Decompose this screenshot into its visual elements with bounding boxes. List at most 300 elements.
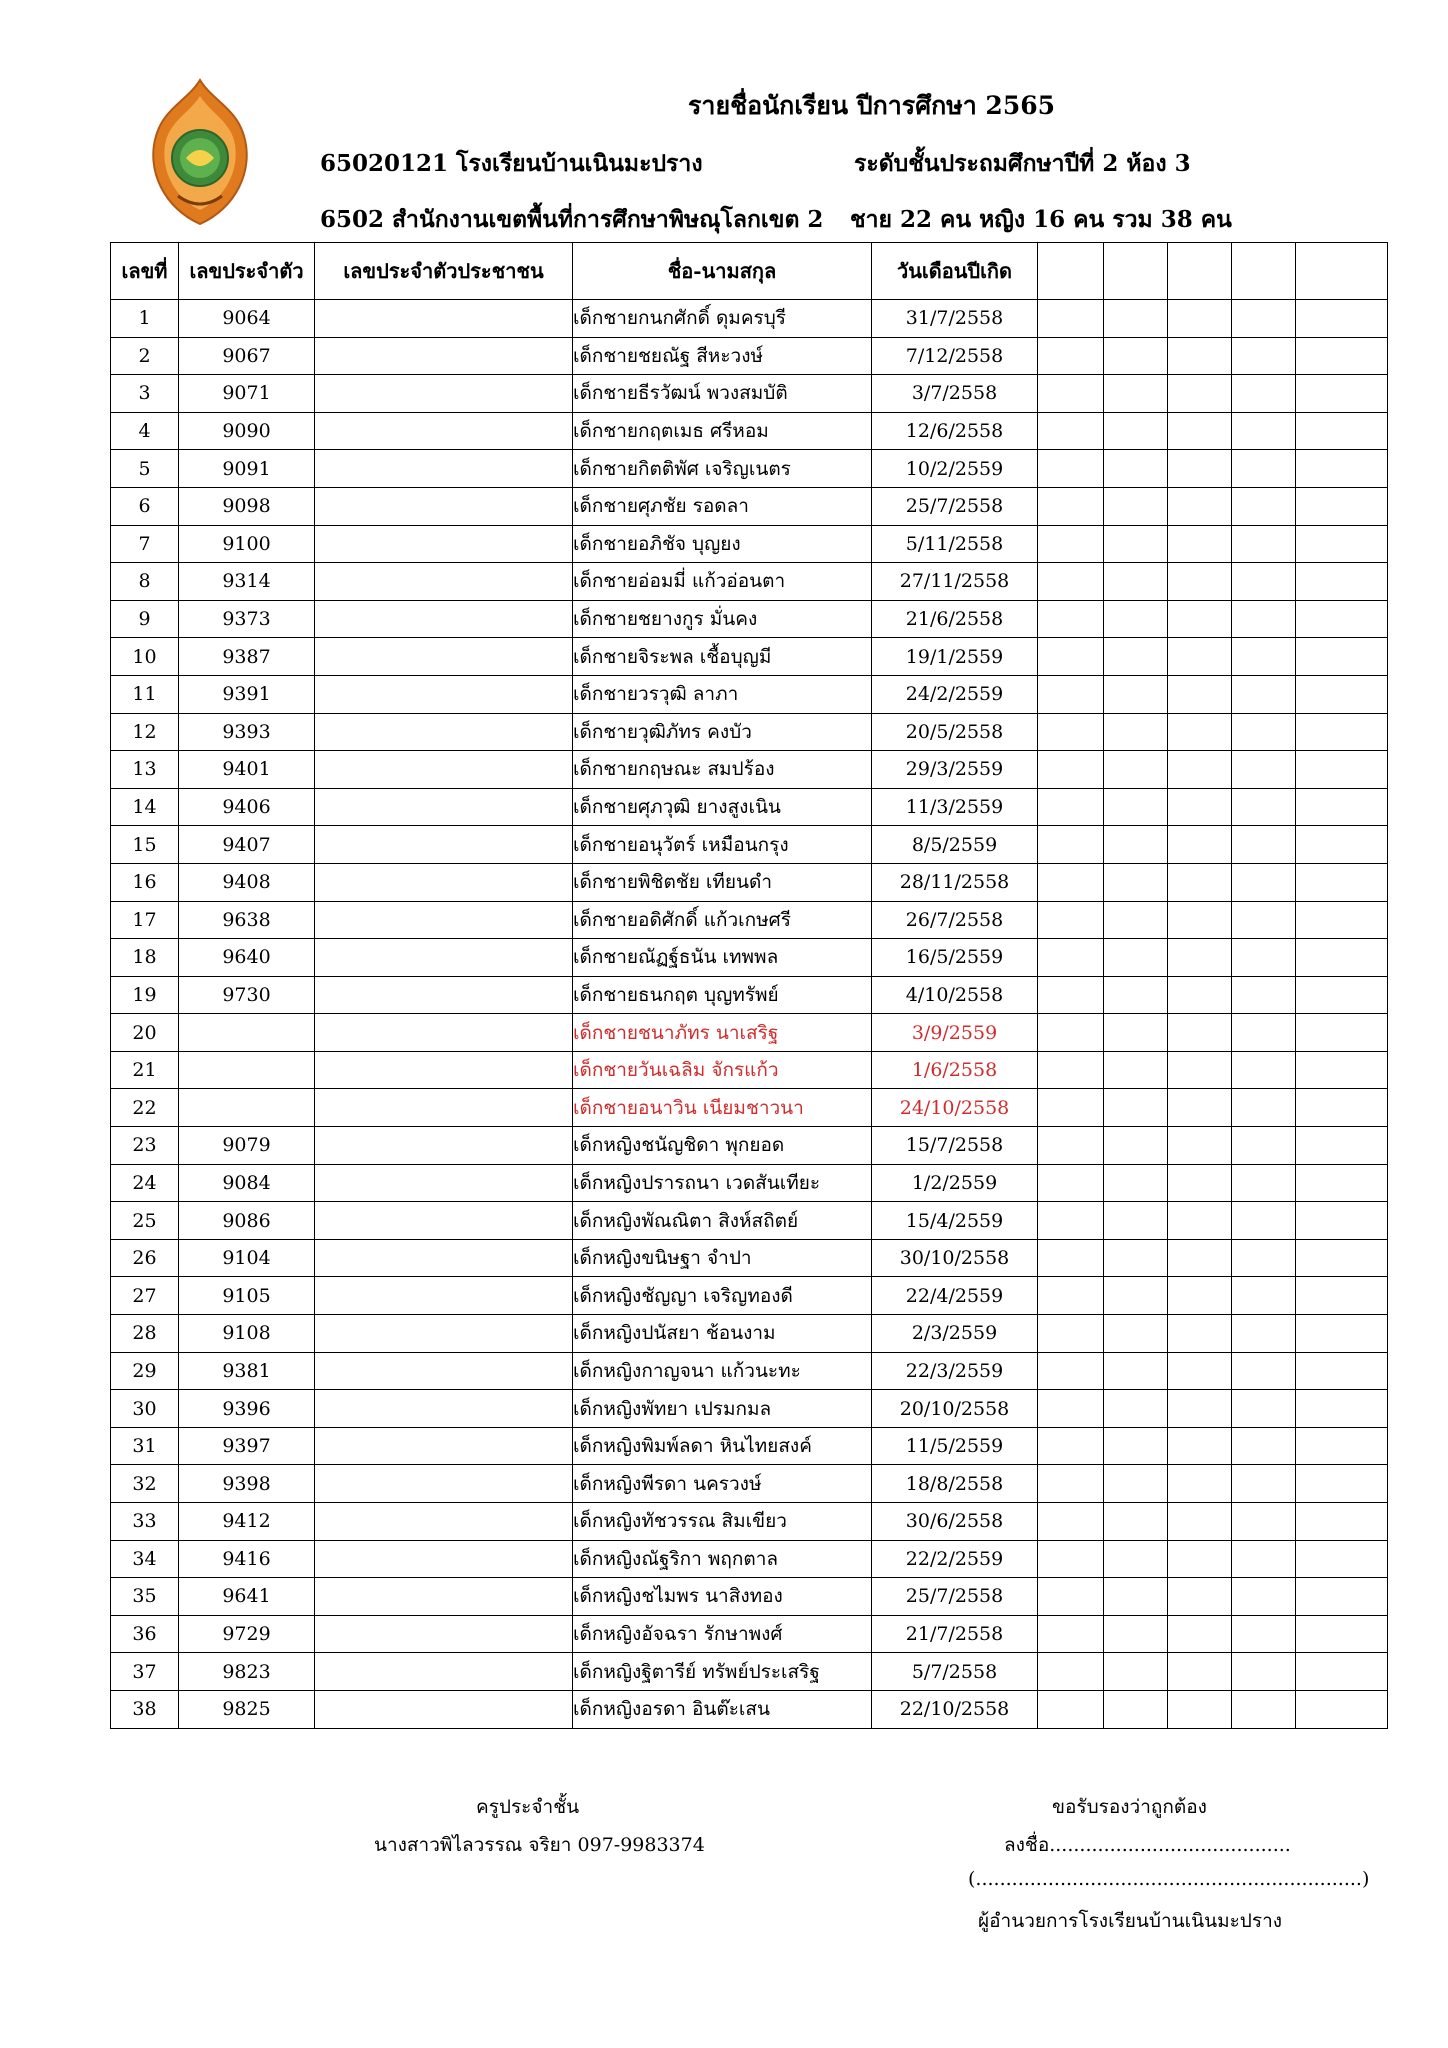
row-blank-cell bbox=[1104, 1089, 1168, 1127]
row-blank-cell bbox=[1168, 638, 1232, 676]
row-blank-cell bbox=[1104, 412, 1168, 450]
row-full-name: เด็กหญิงขนิษฐา จำปา bbox=[573, 1239, 872, 1277]
row-blank-cell bbox=[1038, 600, 1104, 638]
row-number: 20 bbox=[111, 1014, 179, 1052]
row-blank-cell bbox=[1038, 525, 1104, 563]
row-number: 37 bbox=[111, 1653, 179, 1691]
row-blank-cell bbox=[1232, 675, 1296, 713]
row-blank-cell bbox=[1232, 1352, 1296, 1390]
row-blank-cell bbox=[1296, 1164, 1388, 1202]
row-blank-cell bbox=[1296, 1352, 1388, 1390]
row-number: 30 bbox=[111, 1390, 179, 1428]
row-blank-cell bbox=[1232, 525, 1296, 563]
row-blank-cell bbox=[1104, 939, 1168, 977]
row-birth-date: 24/2/2559 bbox=[872, 675, 1038, 713]
row-number: 3 bbox=[111, 375, 179, 413]
row-birth-date: 7/12/2558 bbox=[872, 337, 1038, 375]
row-blank-cell bbox=[1232, 1164, 1296, 1202]
row-birth-date: 22/3/2559 bbox=[872, 1352, 1038, 1390]
row-blank-cell bbox=[1038, 675, 1104, 713]
row-blank-cell bbox=[1296, 487, 1388, 525]
document-title: รายชื่อนักเรียน ปีการศึกษา 2565 bbox=[688, 91, 1056, 120]
row-birth-date: 29/3/2559 bbox=[872, 751, 1038, 789]
row-citizen-id bbox=[315, 713, 573, 751]
table-row bbox=[111, 901, 1388, 939]
row-student-id: 9098 bbox=[179, 487, 315, 525]
row-citizen-id bbox=[315, 1390, 573, 1428]
row-student-id: 9104 bbox=[179, 1239, 315, 1277]
row-student-id: 9387 bbox=[179, 638, 315, 676]
row-full-name: เด็กชายอภิชัจ บุญยง bbox=[573, 525, 872, 563]
row-full-name: เด็กหญิงพีรดา นครวงษ์ bbox=[573, 1465, 872, 1503]
row-blank-cell bbox=[1168, 1653, 1232, 1691]
row-blank-cell bbox=[1296, 563, 1388, 601]
row-citizen-id bbox=[315, 863, 573, 901]
table-row bbox=[111, 939, 1388, 977]
row-student-id: 9823 bbox=[179, 1653, 315, 1691]
row-blank-cell bbox=[1038, 375, 1104, 413]
row-blank-cell bbox=[1168, 1014, 1232, 1052]
header-full-name: ชื่อ-นามสกุล bbox=[573, 243, 872, 300]
row-blank-cell bbox=[1296, 1503, 1388, 1541]
row-blank-cell bbox=[1104, 337, 1168, 375]
signature-line: ลงชื่อ........................................ bbox=[1004, 1834, 1291, 1856]
row-blank-cell bbox=[1038, 337, 1104, 375]
row-number: 11 bbox=[111, 675, 179, 713]
row-blank-cell bbox=[1232, 1465, 1296, 1503]
row-blank-cell bbox=[1038, 901, 1104, 939]
table-row bbox=[111, 1390, 1388, 1428]
row-blank-cell bbox=[1104, 300, 1168, 338]
student-roster-table bbox=[110, 242, 1388, 1729]
row-full-name: เด็กชายธีรวัฒน์ พวงสมบัติ bbox=[573, 375, 872, 413]
row-blank-cell bbox=[1168, 863, 1232, 901]
table-row bbox=[111, 412, 1388, 450]
row-blank-cell bbox=[1232, 300, 1296, 338]
row-blank-cell bbox=[1168, 450, 1232, 488]
row-blank-cell bbox=[1232, 1690, 1296, 1728]
row-full-name: เด็กชายณัฏฐ์ธนัน เทพพล bbox=[573, 939, 872, 977]
row-citizen-id bbox=[315, 1315, 573, 1353]
row-blank-cell bbox=[1296, 300, 1388, 338]
row-blank-cell bbox=[1104, 976, 1168, 1014]
row-blank-cell bbox=[1168, 713, 1232, 751]
row-blank-cell bbox=[1296, 450, 1388, 488]
row-blank-cell bbox=[1038, 826, 1104, 864]
header-citizen-id: เลขประจำตัวประชาชน bbox=[315, 243, 573, 300]
row-blank-cell bbox=[1168, 901, 1232, 939]
row-blank-cell bbox=[1296, 525, 1388, 563]
row-blank-cell bbox=[1232, 713, 1296, 751]
row-blank-cell bbox=[1296, 1239, 1388, 1277]
row-full-name: เด็กชายอนาวิน เนียมชาวนา bbox=[573, 1089, 872, 1127]
row-blank-cell bbox=[1296, 1051, 1388, 1089]
row-student-id: 9108 bbox=[179, 1315, 315, 1353]
header-blank bbox=[1104, 243, 1168, 300]
row-blank-cell bbox=[1038, 1277, 1104, 1315]
row-blank-cell bbox=[1038, 1164, 1104, 1202]
row-full-name: เด็กหญิงปนัสยา ช้อนงาม bbox=[573, 1315, 872, 1353]
row-number: 5 bbox=[111, 450, 179, 488]
row-blank-cell bbox=[1104, 1014, 1168, 1052]
row-blank-cell bbox=[1232, 939, 1296, 977]
row-blank-cell bbox=[1168, 300, 1232, 338]
row-citizen-id bbox=[315, 1202, 573, 1240]
row-citizen-id bbox=[315, 600, 573, 638]
row-full-name: เด็กชายจิระพล เชื้อบุญมี bbox=[573, 638, 872, 676]
row-student-id: 9416 bbox=[179, 1540, 315, 1578]
row-birth-date: 11/3/2559 bbox=[872, 788, 1038, 826]
row-blank-cell bbox=[1296, 1540, 1388, 1578]
row-number: 12 bbox=[111, 713, 179, 751]
row-full-name: เด็กหญิงทัชวรรณ สิมเขียว bbox=[573, 1503, 872, 1541]
table-row bbox=[111, 1540, 1388, 1578]
row-birth-date: 19/1/2559 bbox=[872, 638, 1038, 676]
row-blank-cell bbox=[1104, 1653, 1168, 1691]
row-blank-cell bbox=[1232, 600, 1296, 638]
row-blank-cell bbox=[1038, 1390, 1104, 1428]
row-number: 33 bbox=[111, 1503, 179, 1541]
row-blank-cell bbox=[1104, 901, 1168, 939]
row-blank-cell bbox=[1232, 337, 1296, 375]
row-birth-date: 1/6/2558 bbox=[872, 1051, 1038, 1089]
row-blank-cell bbox=[1038, 751, 1104, 789]
row-blank-cell bbox=[1296, 1390, 1388, 1428]
row-blank-cell bbox=[1104, 525, 1168, 563]
row-birth-date: 16/5/2559 bbox=[872, 939, 1038, 977]
row-blank-cell bbox=[1296, 751, 1388, 789]
row-citizen-id bbox=[315, 1503, 573, 1541]
row-blank-cell bbox=[1168, 788, 1232, 826]
row-number: 10 bbox=[111, 638, 179, 676]
table-row bbox=[111, 1427, 1388, 1465]
row-blank-cell bbox=[1038, 450, 1104, 488]
row-birth-date: 3/9/2559 bbox=[872, 1014, 1038, 1052]
header-birth-date: วันเดือนปีเกิด bbox=[872, 243, 1038, 300]
row-blank-cell bbox=[1232, 901, 1296, 939]
row-blank-cell bbox=[1168, 1427, 1232, 1465]
row-blank-cell bbox=[1104, 563, 1168, 601]
row-citizen-id bbox=[315, 1578, 573, 1616]
row-birth-date: 5/7/2558 bbox=[872, 1653, 1038, 1691]
row-blank-cell bbox=[1168, 1540, 1232, 1578]
row-blank-cell bbox=[1038, 1202, 1104, 1240]
row-blank-cell bbox=[1296, 1277, 1388, 1315]
row-blank-cell bbox=[1104, 1352, 1168, 1390]
row-birth-date: 22/2/2559 bbox=[872, 1540, 1038, 1578]
row-number: 23 bbox=[111, 1127, 179, 1165]
row-blank-cell bbox=[1038, 1427, 1104, 1465]
row-blank-cell bbox=[1038, 638, 1104, 676]
table-row bbox=[111, 1465, 1388, 1503]
row-blank-cell bbox=[1168, 1615, 1232, 1653]
table-row bbox=[111, 487, 1388, 525]
row-number: 38 bbox=[111, 1690, 179, 1728]
row-blank-cell bbox=[1232, 1578, 1296, 1616]
row-citizen-id bbox=[315, 1051, 573, 1089]
header-blank bbox=[1296, 243, 1388, 300]
row-number: 34 bbox=[111, 1540, 179, 1578]
header-blank bbox=[1038, 243, 1104, 300]
row-number: 32 bbox=[111, 1465, 179, 1503]
row-student-id: 9398 bbox=[179, 1465, 315, 1503]
table-row bbox=[111, 1352, 1388, 1390]
row-blank-cell bbox=[1038, 1578, 1104, 1616]
row-blank-cell bbox=[1168, 1127, 1232, 1165]
row-blank-cell bbox=[1296, 600, 1388, 638]
row-citizen-id bbox=[315, 1127, 573, 1165]
row-blank-cell bbox=[1104, 1465, 1168, 1503]
row-blank-cell bbox=[1168, 375, 1232, 413]
row-blank-cell bbox=[1038, 788, 1104, 826]
row-blank-cell bbox=[1038, 713, 1104, 751]
row-blank-cell bbox=[1232, 1503, 1296, 1541]
row-birth-date: 3/7/2558 bbox=[872, 375, 1038, 413]
row-student-id: 9730 bbox=[179, 976, 315, 1014]
row-student-id: 9401 bbox=[179, 751, 315, 789]
row-birth-date: 5/11/2558 bbox=[872, 525, 1038, 563]
row-citizen-id bbox=[315, 901, 573, 939]
row-student-id: 9412 bbox=[179, 1503, 315, 1541]
table-row bbox=[111, 1164, 1388, 1202]
row-blank-cell bbox=[1296, 901, 1388, 939]
row-blank-cell bbox=[1296, 1427, 1388, 1465]
row-birth-date: 1/2/2559 bbox=[872, 1164, 1038, 1202]
row-blank-cell bbox=[1296, 1315, 1388, 1353]
row-number: 22 bbox=[111, 1089, 179, 1127]
row-full-name: เด็กชายศุภวุฒิ ยางสูงเนิน bbox=[573, 788, 872, 826]
row-full-name: เด็กหญิงพัณณิตา สิงห์สถิตย์ bbox=[573, 1202, 872, 1240]
row-number: 25 bbox=[111, 1202, 179, 1240]
row-number: 28 bbox=[111, 1315, 179, 1353]
table-row bbox=[111, 525, 1388, 563]
row-citizen-id bbox=[315, 1690, 573, 1728]
table-row bbox=[111, 675, 1388, 713]
row-number: 36 bbox=[111, 1615, 179, 1653]
row-blank-cell bbox=[1296, 1127, 1388, 1165]
row-birth-date: 27/11/2558 bbox=[872, 563, 1038, 601]
row-student-id: 9408 bbox=[179, 863, 315, 901]
row-full-name: เด็กหญิงอัจฉรา รักษาพงศ์ bbox=[573, 1615, 872, 1653]
row-student-id: 9086 bbox=[179, 1202, 315, 1240]
table-row bbox=[111, 375, 1388, 413]
row-student-id: 9091 bbox=[179, 450, 315, 488]
row-blank-cell bbox=[1104, 487, 1168, 525]
row-blank-cell bbox=[1038, 1653, 1104, 1691]
row-blank-cell bbox=[1104, 1615, 1168, 1653]
row-student-id: 9640 bbox=[179, 939, 315, 977]
table-row bbox=[111, 600, 1388, 638]
row-blank-cell bbox=[1296, 1615, 1388, 1653]
row-blank-cell bbox=[1168, 412, 1232, 450]
certify-text: ขอรับรองว่าถูกต้อง bbox=[1052, 1796, 1207, 1818]
row-blank-cell bbox=[1104, 1390, 1168, 1428]
row-birth-date: 21/6/2558 bbox=[872, 600, 1038, 638]
row-blank-cell bbox=[1232, 1390, 1296, 1428]
row-number: 27 bbox=[111, 1277, 179, 1315]
row-full-name: เด็กชายศุภชัย รอดลา bbox=[573, 487, 872, 525]
row-birth-date: 8/5/2559 bbox=[872, 826, 1038, 864]
row-blank-cell bbox=[1038, 1465, 1104, 1503]
row-number: 31 bbox=[111, 1427, 179, 1465]
row-student-id: 9064 bbox=[179, 300, 315, 338]
row-citizen-id bbox=[315, 1653, 573, 1691]
row-blank-cell bbox=[1296, 788, 1388, 826]
row-full-name: เด็กหญิงชัญญา เจริญทองดี bbox=[573, 1277, 872, 1315]
row-blank-cell bbox=[1232, 638, 1296, 676]
row-blank-cell bbox=[1104, 1315, 1168, 1353]
row-number: 2 bbox=[111, 337, 179, 375]
row-citizen-id bbox=[315, 1164, 573, 1202]
table-row bbox=[111, 1014, 1388, 1052]
row-blank-cell bbox=[1168, 939, 1232, 977]
row-student-id: 9641 bbox=[179, 1578, 315, 1616]
director-title: ผู้อำนวยการโรงเรียนบ้านเนินมะปราง bbox=[978, 1910, 1283, 1932]
row-birth-date: 26/7/2558 bbox=[872, 901, 1038, 939]
row-blank-cell bbox=[1168, 1164, 1232, 1202]
row-blank-cell bbox=[1038, 1014, 1104, 1052]
table-row bbox=[111, 300, 1388, 338]
table-row bbox=[111, 1615, 1388, 1653]
table-row bbox=[111, 450, 1388, 488]
row-blank-cell bbox=[1232, 487, 1296, 525]
row-blank-cell bbox=[1232, 976, 1296, 1014]
row-blank-cell bbox=[1296, 375, 1388, 413]
school-emblem-logo bbox=[140, 78, 260, 228]
row-citizen-id bbox=[315, 826, 573, 864]
teacher-label: ครูประจำชั้น bbox=[476, 1796, 580, 1818]
row-blank-cell bbox=[1296, 826, 1388, 864]
row-birth-date: 20/5/2558 bbox=[872, 713, 1038, 751]
row-blank-cell bbox=[1232, 1051, 1296, 1089]
row-number: 19 bbox=[111, 976, 179, 1014]
row-birth-date: 2/3/2559 bbox=[872, 1315, 1038, 1353]
row-student-id: 9314 bbox=[179, 563, 315, 601]
row-blank-cell bbox=[1168, 1503, 1232, 1541]
row-number: 13 bbox=[111, 751, 179, 789]
row-blank-cell bbox=[1232, 1239, 1296, 1277]
row-number: 6 bbox=[111, 487, 179, 525]
row-blank-cell bbox=[1296, 1014, 1388, 1052]
row-number: 18 bbox=[111, 939, 179, 977]
header-blank bbox=[1168, 243, 1232, 300]
row-number: 35 bbox=[111, 1578, 179, 1616]
row-number: 15 bbox=[111, 826, 179, 864]
row-blank-cell bbox=[1038, 1352, 1104, 1390]
row-blank-cell bbox=[1232, 1615, 1296, 1653]
row-blank-cell bbox=[1232, 375, 1296, 413]
row-citizen-id bbox=[315, 939, 573, 977]
row-blank-cell bbox=[1104, 788, 1168, 826]
row-blank-cell bbox=[1232, 1315, 1296, 1353]
row-blank-cell bbox=[1232, 1540, 1296, 1578]
row-blank-cell bbox=[1038, 863, 1104, 901]
row-blank-cell bbox=[1038, 1615, 1104, 1653]
row-blank-cell bbox=[1104, 450, 1168, 488]
row-student-id: 9396 bbox=[179, 1390, 315, 1428]
row-blank-cell bbox=[1104, 1540, 1168, 1578]
row-student-id: 9391 bbox=[179, 675, 315, 713]
row-number: 4 bbox=[111, 412, 179, 450]
row-student-id bbox=[179, 1051, 315, 1089]
row-full-name: เด็กหญิงชนัญชิดา พุกยอด bbox=[573, 1127, 872, 1165]
row-full-name: เด็กชายวรวุฒิ ลาภา bbox=[573, 675, 872, 713]
row-student-id: 9407 bbox=[179, 826, 315, 864]
row-birth-date: 25/7/2558 bbox=[872, 1578, 1038, 1616]
row-blank-cell bbox=[1168, 600, 1232, 638]
row-blank-cell bbox=[1038, 1315, 1104, 1353]
row-full-name: เด็กชายพิชิตชัย เทียนดำ bbox=[573, 863, 872, 901]
row-birth-date: 21/7/2558 bbox=[872, 1615, 1038, 1653]
education-office: 6502 สำนักงานเขตพื้นที่การศึกษาพิษณุโลกเขต 2 bbox=[320, 206, 824, 233]
row-number: 9 bbox=[111, 600, 179, 638]
signature-name-line: (................................................................) bbox=[968, 1868, 1370, 1890]
row-citizen-id bbox=[315, 1089, 573, 1127]
row-blank-cell bbox=[1296, 412, 1388, 450]
row-blank-cell bbox=[1232, 1653, 1296, 1691]
row-blank-cell bbox=[1168, 826, 1232, 864]
school-name: 65020121 โรงเรียนบ้านเนินมะปราง bbox=[320, 150, 703, 177]
row-birth-date: 11/5/2559 bbox=[872, 1427, 1038, 1465]
row-blank-cell bbox=[1232, 1014, 1296, 1052]
row-blank-cell bbox=[1296, 1578, 1388, 1616]
row-blank-cell bbox=[1232, 1202, 1296, 1240]
row-blank-cell bbox=[1296, 1202, 1388, 1240]
row-citizen-id bbox=[315, 1465, 573, 1503]
row-blank-cell bbox=[1168, 751, 1232, 789]
row-blank-cell bbox=[1038, 1127, 1104, 1165]
row-blank-cell bbox=[1104, 1164, 1168, 1202]
row-blank-cell bbox=[1168, 1465, 1232, 1503]
table-row bbox=[111, 976, 1388, 1014]
row-citizen-id bbox=[315, 675, 573, 713]
row-blank-cell bbox=[1296, 1690, 1388, 1728]
row-student-id: 9729 bbox=[179, 1615, 315, 1653]
row-blank-cell bbox=[1232, 412, 1296, 450]
row-blank-cell bbox=[1104, 1239, 1168, 1277]
row-blank-cell bbox=[1168, 525, 1232, 563]
row-citizen-id bbox=[315, 375, 573, 413]
row-full-name: เด็กชายกฤตเมธ ศรีหอม bbox=[573, 412, 872, 450]
row-student-id: 9067 bbox=[179, 337, 315, 375]
row-full-name: เด็กชายกนกศักดิ์ ดุมครบุรี bbox=[573, 300, 872, 338]
table-row bbox=[111, 337, 1388, 375]
row-citizen-id bbox=[315, 525, 573, 563]
row-citizen-id bbox=[315, 563, 573, 601]
row-blank-cell bbox=[1232, 1427, 1296, 1465]
row-student-id: 9393 bbox=[179, 713, 315, 751]
row-full-name: เด็กชายกิตติพัศ เจริญเนตร bbox=[573, 450, 872, 488]
row-blank-cell bbox=[1104, 826, 1168, 864]
header-blank bbox=[1232, 243, 1296, 300]
row-student-id: 9090 bbox=[179, 412, 315, 450]
row-citizen-id bbox=[315, 300, 573, 338]
row-blank-cell bbox=[1168, 1051, 1232, 1089]
row-blank-cell bbox=[1168, 1239, 1232, 1277]
table-row bbox=[111, 713, 1388, 751]
row-citizen-id bbox=[315, 1540, 573, 1578]
row-full-name: เด็กหญิงชไมพร นาสิงทอง bbox=[573, 1578, 872, 1616]
row-blank-cell bbox=[1232, 1089, 1296, 1127]
row-blank-cell bbox=[1104, 1503, 1168, 1541]
row-blank-cell bbox=[1168, 1277, 1232, 1315]
row-blank-cell bbox=[1104, 1578, 1168, 1616]
row-blank-cell bbox=[1104, 675, 1168, 713]
row-student-id: 9638 bbox=[179, 901, 315, 939]
row-full-name: เด็กหญิงฐิตารีย์ ทรัพย์ประเสริฐ bbox=[573, 1653, 872, 1691]
row-birth-date: 18/8/2558 bbox=[872, 1465, 1038, 1503]
row-blank-cell bbox=[1296, 713, 1388, 751]
